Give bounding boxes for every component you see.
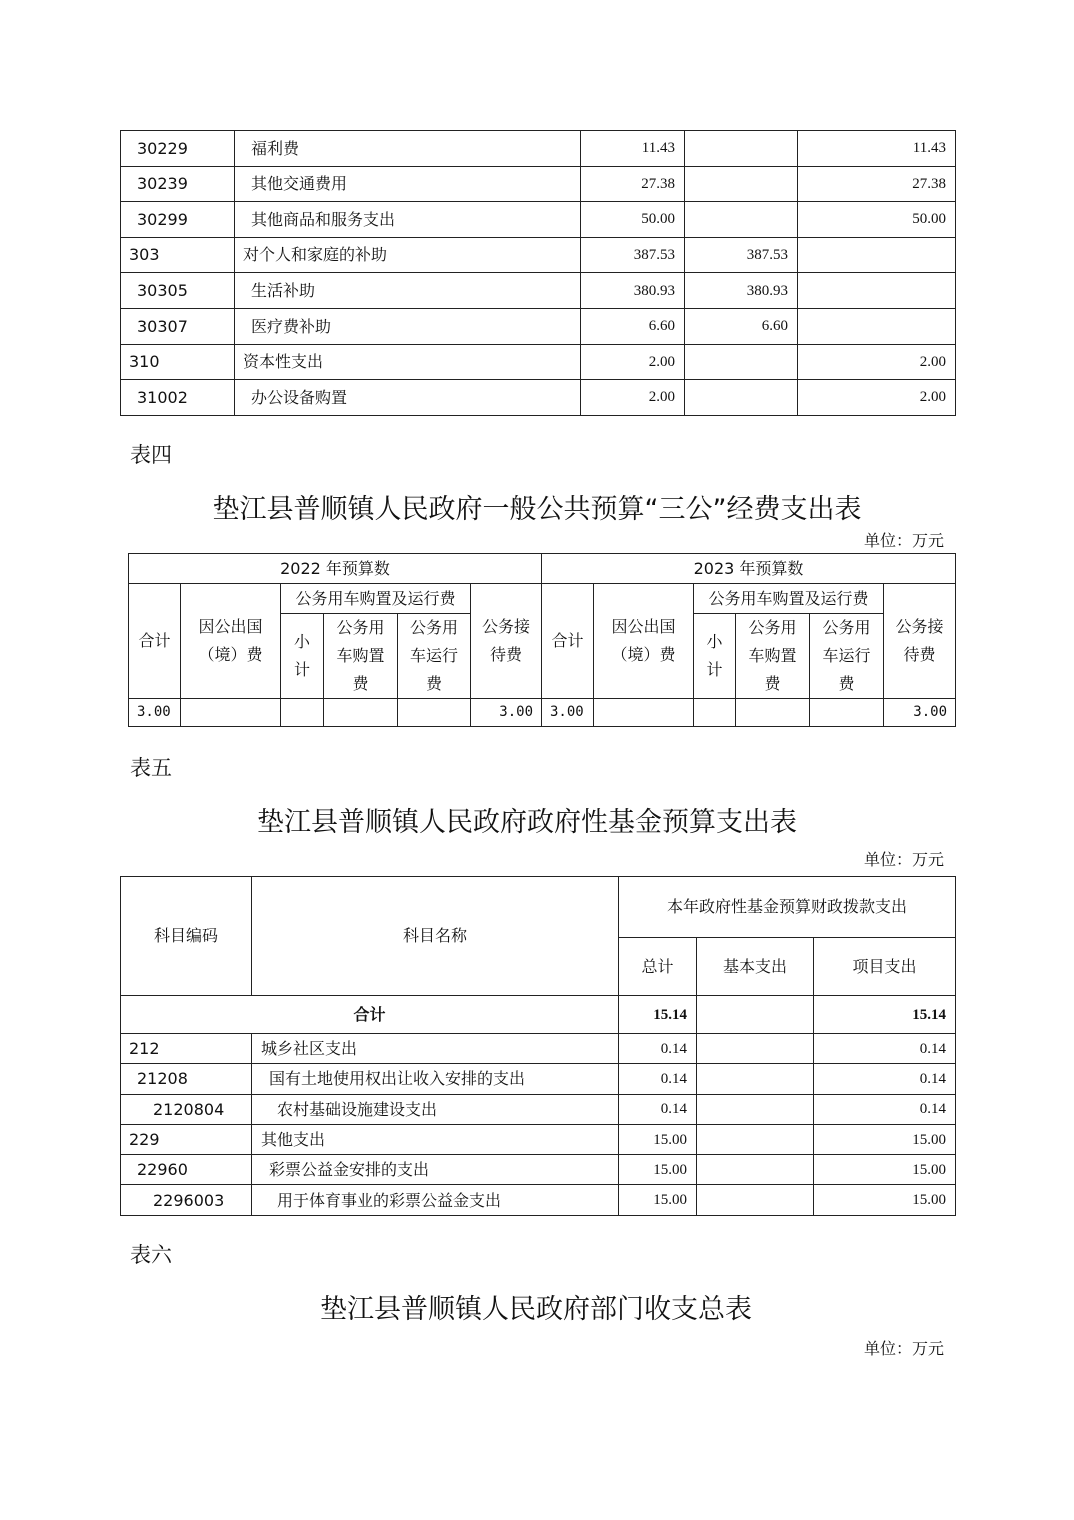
row-code: 310	[121, 344, 235, 380]
row-code: 303	[121, 237, 235, 273]
row-project: 0.14	[814, 1034, 956, 1064]
row-project	[798, 273, 956, 309]
row-project: 50.00	[798, 202, 956, 238]
row-code: 30299	[121, 202, 235, 238]
row-total: 0.14	[619, 1064, 697, 1094]
value-cell	[281, 699, 324, 727]
row-project: 11.43	[798, 131, 956, 167]
table4-sangong	[128, 553, 956, 727]
table-row	[121, 1094, 956, 1124]
row-project: 15.00	[814, 1185, 956, 1215]
col-reception: 公务接待费	[884, 584, 956, 699]
sum-basic	[697, 996, 814, 1034]
year-header-2022: 2022 年预算数	[129, 554, 542, 584]
row-code: 30305	[121, 273, 235, 309]
row-name: 其他支出	[252, 1124, 619, 1154]
row-project: 0.14	[814, 1094, 956, 1124]
row-name: 福利费	[235, 131, 581, 167]
col-project: 项目支出	[814, 938, 956, 996]
sum-project: 15.14	[814, 996, 956, 1034]
row-code: 21208	[121, 1064, 252, 1094]
row-name: 资本性支出	[235, 344, 581, 380]
row-total: 15.00	[619, 1124, 697, 1154]
row-basic	[685, 380, 798, 416]
table-row	[121, 380, 956, 416]
col-name: 科目名称	[252, 877, 619, 996]
row-project: 2.00	[798, 380, 956, 416]
table-row	[121, 166, 956, 202]
row-name: 对个人和家庭的补助	[235, 237, 581, 273]
col-total: 总计	[619, 938, 697, 996]
row-code: 30239	[121, 166, 235, 202]
row-basic	[697, 1124, 814, 1154]
table5-fund	[120, 876, 956, 1216]
row-total: 387.53	[581, 237, 685, 273]
value-cell	[594, 699, 694, 727]
value-cell	[810, 699, 884, 727]
row-code: 31002	[121, 380, 235, 416]
row-basic	[685, 344, 798, 380]
value-cell: 3.00	[471, 699, 542, 727]
row-total: 380.93	[581, 273, 685, 309]
value-cell: 3.00	[129, 699, 181, 727]
col-car-run: 公务用车运行费	[810, 614, 884, 699]
table4-title: 垫江县普顺镇人民政府一般公共预算“三公”经费支出表	[212, 494, 862, 525]
row-total: 2.00	[581, 380, 685, 416]
table-row	[121, 1155, 956, 1185]
col-abroad: 因公出国（境）费	[594, 584, 694, 699]
col-total: 合计	[129, 584, 181, 699]
table-row	[121, 237, 956, 273]
row-name: 其他商品和服务支出	[235, 202, 581, 238]
col-code: 科目编码	[121, 877, 252, 996]
row-total: 50.00	[581, 202, 685, 238]
row-basic	[697, 1064, 814, 1094]
row-total: 2.00	[581, 344, 685, 380]
col-car-run: 公务用车运行费	[398, 614, 471, 699]
year-header-2023: 2023 年预算数	[542, 554, 956, 584]
col-car-group: 公务用车购置及运行费	[694, 584, 884, 614]
table-row	[121, 131, 956, 167]
table-row	[121, 1064, 956, 1094]
row-name: 用于体育事业的彩票公益金支出	[252, 1185, 619, 1215]
table5-title: 垫江县普顺镇人民政府政府性基金预算支出表	[257, 807, 797, 838]
sum-total: 15.14	[619, 996, 697, 1034]
row-code: 30307	[121, 308, 235, 344]
row-name: 城乡社区支出	[252, 1034, 619, 1064]
table5-unit: 单位：万元	[863, 850, 944, 869]
row-basic	[685, 202, 798, 238]
col-subtotal: 小计	[694, 614, 736, 699]
row-basic: 380.93	[685, 273, 798, 309]
table-row	[121, 344, 956, 380]
col-car-purchase: 公务用车购置费	[736, 614, 810, 699]
row-basic	[697, 1094, 814, 1124]
value-cell	[736, 699, 810, 727]
row-name: 农村基础设施建设支出	[252, 1094, 619, 1124]
table6-title: 垫江县普顺镇人民政府部门收支总表	[320, 1294, 752, 1325]
row-total: 6.60	[581, 308, 685, 344]
row-project	[798, 308, 956, 344]
row-name: 彩票公益金安排的支出	[252, 1155, 619, 1185]
value-cell	[324, 699, 398, 727]
table4-label: 表四	[130, 443, 172, 467]
row-basic	[685, 166, 798, 202]
row-project: 15.00	[814, 1155, 956, 1185]
row-code: 22960	[121, 1155, 252, 1185]
row-total: 15.00	[619, 1185, 697, 1215]
row-project	[798, 237, 956, 273]
value-cell: 3.00	[884, 699, 956, 727]
row-project: 15.00	[814, 1124, 956, 1154]
row-basic: 6.60	[685, 308, 798, 344]
value-cell: 3.00	[542, 699, 594, 727]
row-basic: 387.53	[685, 237, 798, 273]
col-abroad: 因公出国（境）费	[181, 584, 281, 699]
col-subtotal: 小计	[281, 614, 324, 699]
table-row	[121, 273, 956, 309]
row-code: 2296003	[121, 1185, 252, 1215]
table-row	[121, 202, 956, 238]
value-cell	[398, 699, 471, 727]
row-total: 0.14	[619, 1034, 697, 1064]
col-basic: 基本支出	[697, 938, 814, 996]
table3-continuation	[120, 130, 956, 416]
table-row	[121, 1034, 956, 1064]
col-group: 本年政府性基金预算财政拨款支出	[619, 877, 956, 938]
row-total: 15.00	[619, 1155, 697, 1185]
row-basic	[697, 1155, 814, 1185]
col-car-purchase: 公务用车购置费	[324, 614, 398, 699]
row-basic	[685, 131, 798, 167]
row-name: 生活补助	[235, 273, 581, 309]
row-code: 229	[121, 1124, 252, 1154]
row-total: 27.38	[581, 166, 685, 202]
row-total: 11.43	[581, 131, 685, 167]
row-code: 2120804	[121, 1094, 252, 1124]
row-total: 0.14	[619, 1094, 697, 1124]
value-cell	[694, 699, 736, 727]
value-cell	[181, 699, 281, 727]
row-code: 212	[121, 1034, 252, 1064]
col-reception: 公务接待费	[471, 584, 542, 699]
table-row	[121, 1185, 956, 1215]
table4-unit: 单位：万元	[863, 531, 944, 550]
table6-label: 表六	[130, 1243, 172, 1267]
row-project: 27.38	[798, 166, 956, 202]
sum-label: 合计	[121, 996, 619, 1034]
row-name: 国有土地使用权出让收入安排的支出	[252, 1064, 619, 1094]
table-row	[121, 1124, 956, 1154]
row-basic	[697, 1034, 814, 1064]
row-code: 30229	[121, 131, 235, 167]
table-row	[121, 308, 956, 344]
table6-unit: 单位：万元	[863, 1339, 944, 1358]
row-name: 其他交通费用	[235, 166, 581, 202]
col-total: 合计	[542, 584, 594, 699]
table5-label: 表五	[130, 756, 172, 780]
row-basic	[697, 1185, 814, 1215]
row-name: 办公设备购置	[235, 380, 581, 416]
row-project: 0.14	[814, 1064, 956, 1094]
col-car-group: 公务用车购置及运行费	[281, 584, 471, 614]
row-name: 医疗费补助	[235, 308, 581, 344]
row-project: 2.00	[798, 344, 956, 380]
